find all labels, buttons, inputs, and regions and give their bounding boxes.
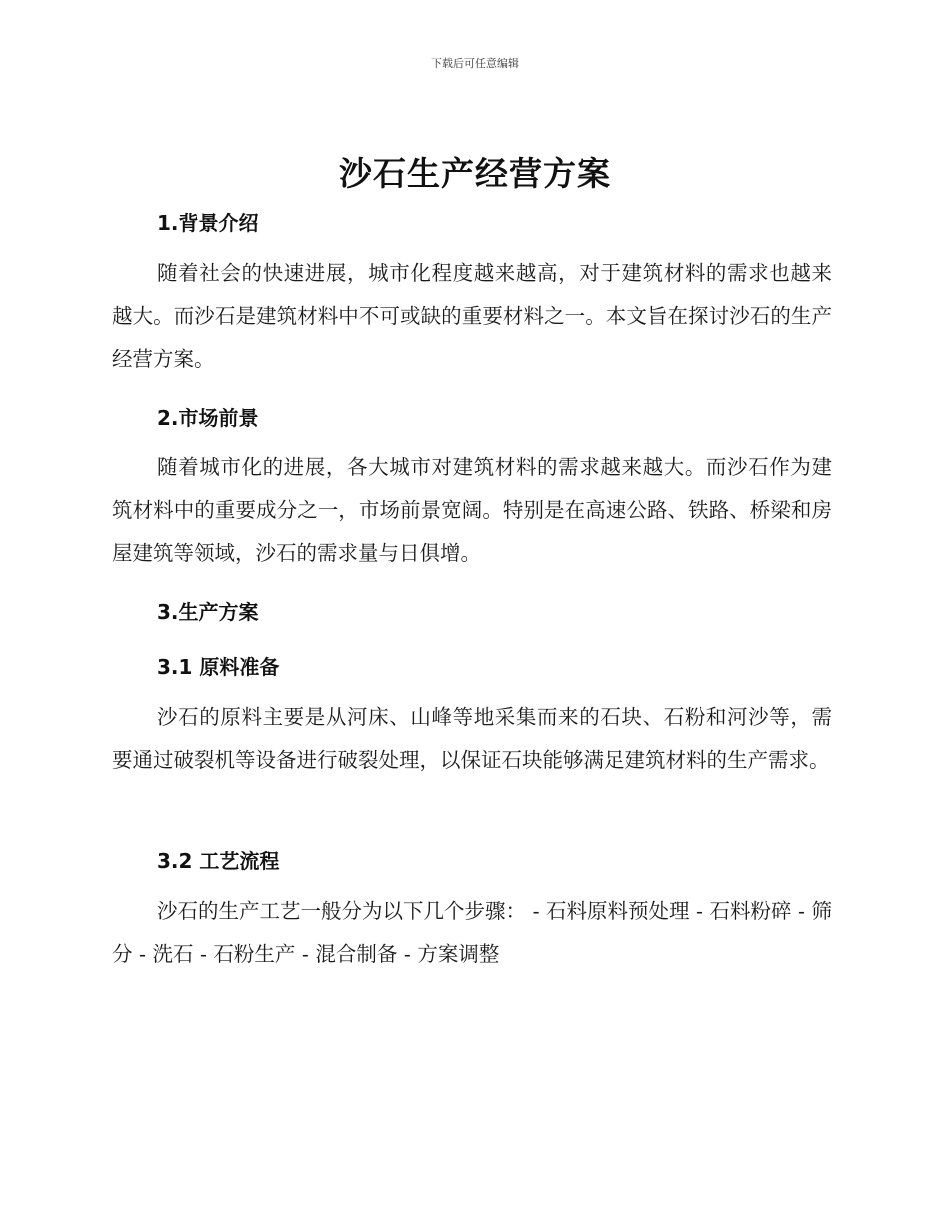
document-title: 沙石生产经营方案 [339,154,611,193]
subsection-heading-process: 3.2 工艺流程 [157,849,280,873]
header-note: 下载后可任意编辑 [431,57,519,70]
subsection-paragraph-process: 沙石的生产工艺一般分为以下几个步骤： - 石料原料预处理 - 石料粉碎 - 筛分 - 洗石 - 石粉生产 - 混合制备 - 方案调整 [112,899,832,966]
section-paragraph-background: 随着社会的快速进展，城市化程度越来越高，对于建筑材料的需求也越来越大。而沙石是建筑材料中不可或缺的重要材料之一。本文旨在探讨沙石的生产经营方案。 [112,261,832,371]
section-paragraph-market: 随着城市化的进展，各大城市对建筑材料的需求越来越大。而沙石作为建筑材料中的重要成分之一，市场前景宽阔。特别是在高速公路、铁路、桥梁和房屋建筑等领域，沙石的需求量与日俱增。 [112,455,832,565]
section-heading-background: 1.背景介绍 [157,211,259,235]
subsection-heading-materials: 3.1 原料准备 [157,655,280,679]
section-heading-production: 3.生产方案 [157,600,259,624]
subsection-paragraph-materials: 沙石的原料主要是从河床、山峰等地采集而来的石块、石粉和河沙等，需要通过破裂机等设备进行破裂处理，以保证石块能够满足建筑材料的生产需求。 [112,705,832,772]
section-heading-market: 2.市场前景 [157,406,259,430]
